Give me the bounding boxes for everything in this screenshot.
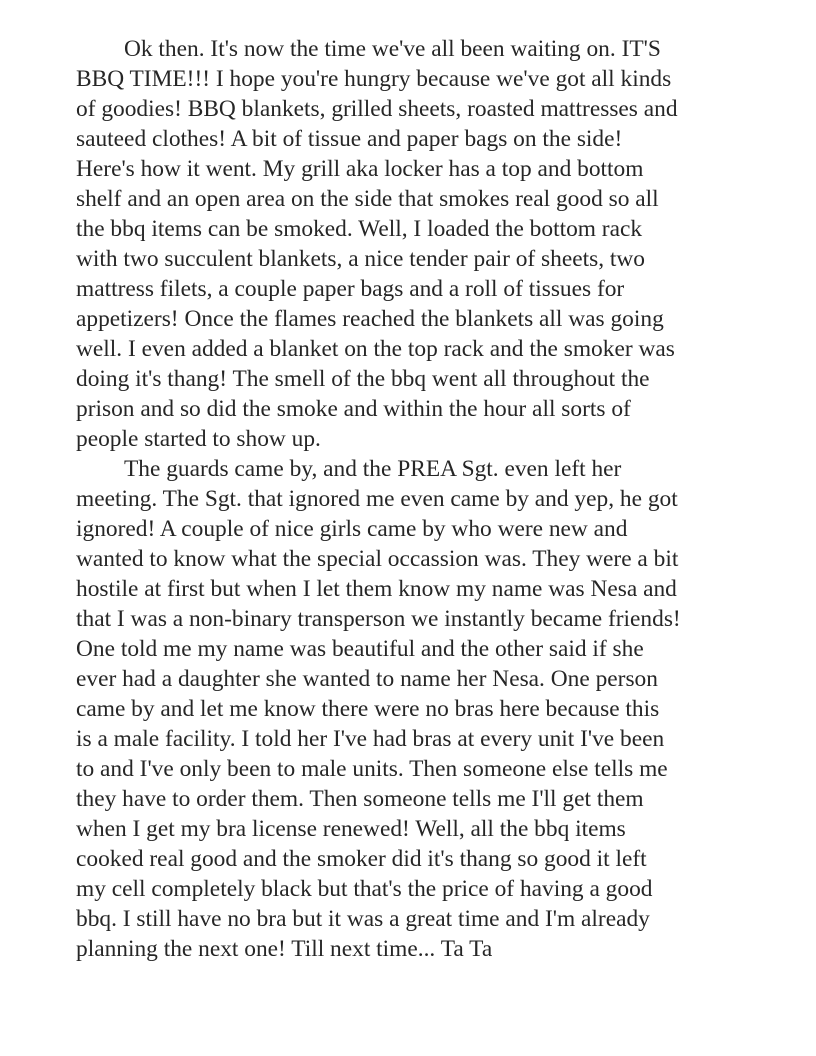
text-line: wanted to know what the special occassion was. They were a bit [76, 546, 679, 572]
text-line: to and I've only been to male units. Then someone else tells me [76, 756, 668, 782]
text-line: ever had a daughter she wanted to name her Nesa. One person [76, 666, 658, 692]
text-line: hostile at first but when I let them know my name was Nesa and [76, 576, 677, 602]
text-line: One told me my name was beautiful and the other said if she [76, 636, 644, 662]
text-line: prison and so did the smoke and within the hour all sorts of [76, 396, 631, 422]
text-line: of goodies! BBQ blankets, grilled sheets, roasted mattresses and [76, 96, 678, 122]
document-page [76, 34, 756, 964]
text-line: bbq. I still have no bra but it was a great time and I'm already [76, 906, 650, 932]
text-line: when I get my bra license renewed! Well, all the bbq items [76, 816, 626, 842]
text-line: shelf and an open area on the side that smokes real good so all [76, 186, 659, 212]
text-line: BBQ TIME!!! I hope you're hungry because we've got all kinds [76, 66, 672, 92]
paragraph-guards-visit [76, 454, 756, 964]
text-line: that I was a non-binary transperson we instantly became friends! [76, 606, 681, 632]
text-line: meeting. The Sgt. that ignored me even came by and yep, he got [76, 486, 678, 512]
text-line: Ok then. It's now the time we've all been waiting on. IT'S [124, 36, 661, 62]
paragraph-bbq-intro [76, 34, 756, 454]
text-line: came by and let me know there were no bras here because this [76, 696, 660, 722]
text-line: planning the next one! Till next time... Ta Ta [76, 936, 493, 962]
text-line: cooked real good and the smoker did it's thang so good it left [76, 846, 647, 872]
text-line: they have to order them. Then someone tells me I'll get them [76, 786, 644, 812]
text-line: doing it's thang! The smell of the bbq went all throughout the [76, 366, 650, 392]
text-line: well. I even added a blanket on the top rack and the smoker was [76, 336, 675, 362]
text-line: ignored! A couple of nice girls came by who were new and [76, 516, 628, 542]
text-line: The guards came by, and the PREA Sgt. even left her [124, 456, 622, 482]
text-line: Here's how it went. My grill aka locker has a top and bottom [76, 156, 644, 182]
text-line: sauteed clothes! A bit of tissue and paper bags on the side! [76, 126, 623, 152]
text-line: my cell completely black but that's the price of having a good [76, 876, 653, 902]
text-line: with two succulent blankets, a nice tender pair of sheets, two [76, 246, 646, 272]
text-line: people started to show up. [76, 426, 321, 452]
text-line: the bbq items can be smoked. Well, I loaded the bottom rack [76, 216, 643, 242]
text-line: mattress filets, a couple paper bags and a roll of tissues for [76, 276, 625, 302]
text-line: appetizers! Once the flames reached the blankets all was going [76, 306, 664, 332]
text-line: is a male facility. I told her I've had bras at every unit I've been [76, 726, 665, 752]
